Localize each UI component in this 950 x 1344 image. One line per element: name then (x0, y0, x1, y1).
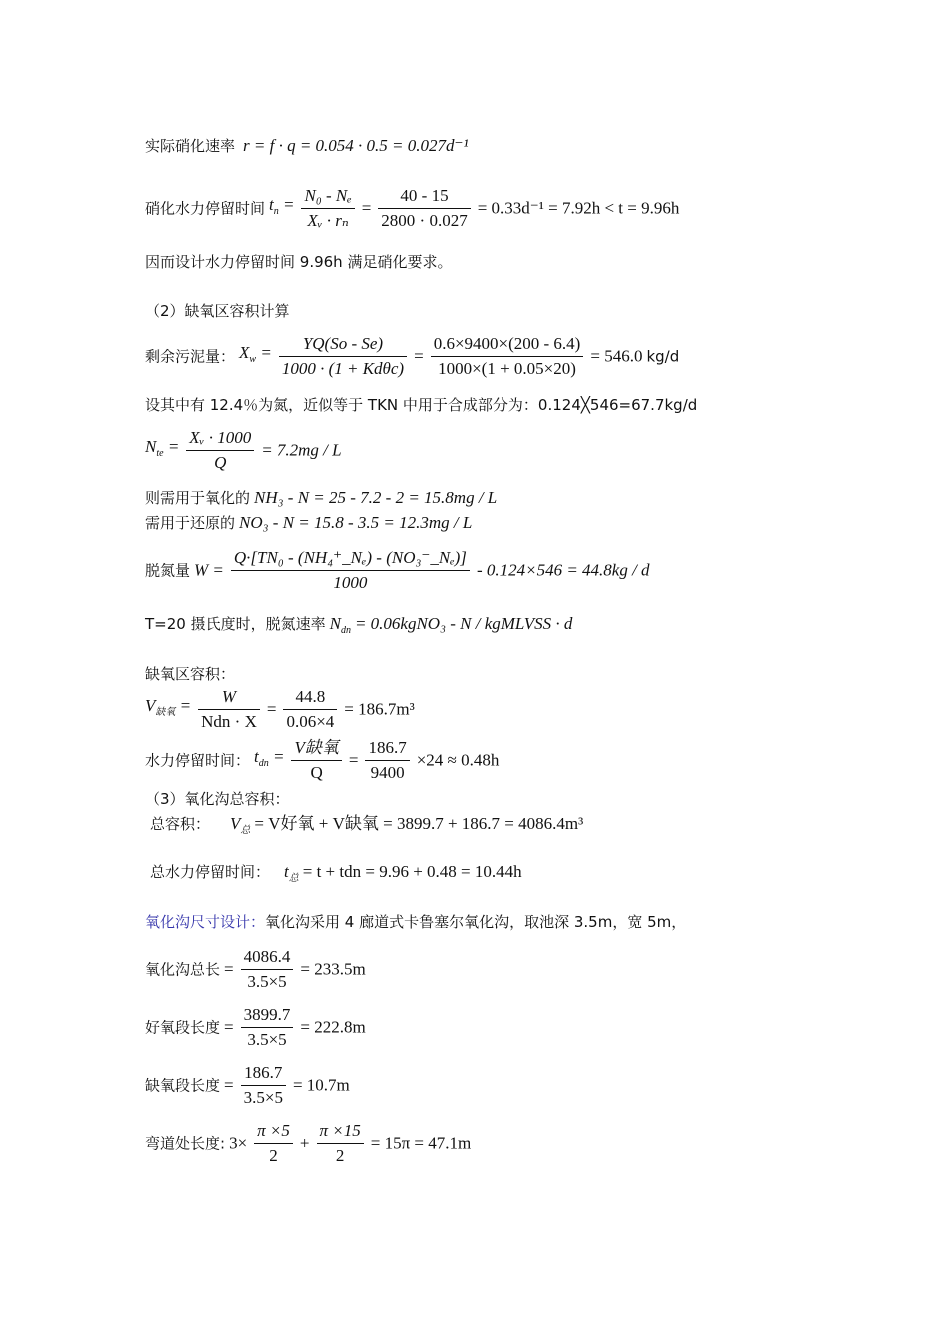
total-length-numerator: 4086.4 (241, 947, 294, 970)
total-hrt-label: 总水力停留时间： (150, 863, 271, 881)
anoxic-fraction-values (283, 687, 337, 732)
bend-length-label: 弯道处长度: (145, 1134, 226, 1153)
sludge-denominator-values: 1000×(1 + 0.05×20) (438, 359, 576, 378)
design-text: 氧化沟采用 4 廊道式卡鲁塞尔氧化沟，取池深 3.5m，宽 5m， (265, 913, 687, 931)
sludge-label: 剩余污泥量： (145, 347, 236, 366)
nitrification-hrt-fraction-values (378, 186, 470, 231)
nitrification-hrt-denominator-values: 2800 · 0.027 (381, 211, 468, 230)
anoxic-hrt-result: ×24 ≈ 0.48h (416, 750, 500, 770)
sludge-fraction (279, 334, 407, 379)
nitrification-hrt-line: 硝化水力停留时间 $t_n$ = $\frac{\text{N₀ - Nₑ}}{\text{Xᵥ · rₙ}}$ = $\frac{40 - 15}{2800 \cdot 0.027}$ = 0.33d⁻¹ = 7.92h < t = 9.96h (145, 186, 680, 230)
bend-denominator-2: 2 (335, 1146, 345, 1165)
sludge-unit: kg/d (646, 347, 680, 366)
total-length-denominator: 3.5×5 (247, 972, 287, 991)
bend-fraction-2 (317, 1121, 364, 1166)
bend-length-result: = 15π = 47.1m (370, 1133, 472, 1153)
total-length-line: 氧化沟总长 = $\frac{4086.4}{3.5\times 5}$ = 233.5m (145, 947, 366, 991)
total-volume-line (150, 814, 583, 841)
anoxic-hrt-fraction-values (365, 738, 409, 783)
aerobic-length-line: 好氧段长度 = $\frac{3899.7}{3.5\times 5}$ = 222.8m (145, 1005, 366, 1049)
total-volume-formula: = V好氧 + V缺氧 = 3899.7 + 186.7 = 4086.4m³ (254, 814, 584, 833)
design-label: 氧化沟尺寸设计： (145, 913, 266, 931)
aerobic-length-result: = 222.8m (300, 1017, 366, 1037)
oxidation-line (145, 488, 497, 509)
sludge-numerator: YQ(So - Se) (279, 334, 407, 357)
denitrification-result: - 0.124×546 = 44.8kg / d (476, 560, 650, 580)
nte-result: = 7.2mg / L (261, 440, 342, 460)
total-hrt-formula: = t + tdn = 9.96 + 0.48 = 10.44h (302, 862, 522, 881)
nitrification-rate-formula: r = f · q = 0.054 · 0.5 = 0.027d⁻¹ (243, 136, 469, 155)
nitrification-hrt-numerator-values: 40 - 15 (378, 186, 470, 209)
nitrification-hrt-fraction (301, 186, 354, 231)
anoxic-length-denominator: 3.5×5 (243, 1088, 283, 1107)
anoxic-hrt-denominator: Q (310, 763, 323, 782)
nte-denominator: Q (214, 453, 227, 472)
rate-line (145, 614, 572, 641)
anoxic-volume-label: 缺氧区容积： (145, 665, 236, 683)
bend-numerator-2: π ×15 (317, 1121, 364, 1144)
total-hrt-line (150, 862, 522, 889)
nte-symbol: $N_{te}$ = (145, 437, 180, 459)
nitrification-hrt-denominator: Xᵥ · rₙ (307, 211, 349, 230)
aerobic-length-numerator: 3899.7 (241, 1005, 294, 1028)
bend-denominator-1: 2 (269, 1146, 278, 1165)
conclusion-text: 因而设计水力停留时间 9.96h 满足硝化要求。 (145, 253, 453, 271)
nte-line (145, 428, 342, 473)
design-line (145, 912, 686, 932)
sludge-numerator-values: 0.6×9400×(200 - 6.4) (431, 334, 584, 357)
sludge-result: = 546.0 (590, 346, 643, 366)
nitrification-rate-line (145, 136, 469, 157)
anoxic-hrt-label: 水力停留时间： (145, 751, 251, 770)
sludge-denominator: 1000 · (1 + Kdθc) (281, 359, 405, 378)
anoxic-length-result: = 10.7m (292, 1075, 350, 1095)
bend-fraction-1 (254, 1121, 293, 1166)
denitrification-symbol: W = (194, 560, 224, 580)
anoxic-hrt-line: 水力停留时间： $t_{dn}$ = $\frac{\text{V缺氧}}{Q}$ = $\frac{186.7}{9400}$ ×24 ≈ 0.48h (145, 738, 500, 782)
anoxic-denominator: Ndn · X (201, 712, 257, 731)
reduction-formula: NO₃ - N = 15.8 - 3.5 = 12.3mg / L (239, 513, 473, 532)
nte-fraction (186, 428, 254, 473)
denitrification-denominator: 1000 (333, 573, 368, 592)
anoxic-length-numerator: 186.7 (241, 1063, 286, 1086)
section3-title: （3）氧化沟总容积： (145, 790, 290, 808)
denitrification-line (145, 548, 650, 593)
anoxic-result: = 186.7m³ (344, 699, 415, 719)
sludge-fraction-values (431, 334, 584, 379)
nte-numerator: Xᵥ · 1000 (186, 428, 254, 451)
oxidation-label: 则需用于氧化的 (145, 489, 251, 507)
anoxic-hrt-denominator-values: 9400 (370, 763, 405, 782)
anoxic-hrt-numerator-values: 186.7 (365, 738, 409, 761)
anoxic-denominator-values: 0.06×4 (286, 712, 335, 731)
nitrification-hrt-label: 硝化水力停留时间 (145, 199, 266, 218)
rate-formula: = 0.06kgNO₃ - N / kgMLVSS · d (354, 614, 573, 633)
total-length-fraction (241, 947, 294, 992)
section2-title: （2）缺氧区容积计算 (145, 302, 290, 320)
anoxic-numerator: W (198, 687, 260, 710)
oxidation-formula: NH₃ - N = 25 - 7.2 - 2 = 15.8mg / L (254, 488, 498, 507)
total-volume-symbol: $V_总$ (230, 814, 251, 836)
nitrification-hrt-numerator: N₀ - Nₑ (301, 186, 354, 209)
nitrification-hrt-result: = 0.33d⁻¹ = 7.92h < t = 9.96h (477, 198, 680, 218)
aerobic-length-denominator: 3.5×5 (247, 1030, 287, 1049)
anoxic-numerator-values: 44.8 (283, 687, 337, 710)
denitrification-numerator: Q·[TN₀ - (NH₄⁺_Nₑ) - (NO₃⁻_Nₑ)] (231, 548, 470, 571)
bend-numerator-1: π ×5 (254, 1121, 293, 1144)
bend-length-line: 弯道处长度: 3× $\frac{\pi \times 5}{2}$ + $\frac{\pi \times 15}{2}$ = 15π = 47.1m (145, 1121, 472, 1165)
reduction-line (145, 513, 472, 534)
anoxic-length-line: 缺氧段长度 = $\frac{186.7}{3.5\times 5}$ = 10.7m (145, 1063, 350, 1107)
sludge-line: 剩余污泥量： $X_w$ = $\frac{YQ(So - Se)}{\text{1000 · (1 + Kdθc)}}$ = $\frac{0.6\times 9400\times(200 - 6.4)}{1000\times(1 + 0.05\times 20)}$ = 546.0 kg/d (145, 334, 680, 378)
total-length-result: = 233.5m (300, 959, 366, 979)
total-length-label: 氧化沟总长 (145, 960, 221, 979)
sludge-symbol: $X_w$ = (239, 343, 272, 365)
anoxic-length-label: 缺氧段长度 (145, 1076, 221, 1095)
denitrification-label: 脱氮量 (145, 561, 191, 580)
aerobic-length-label: 好氧段长度 (145, 1018, 221, 1037)
anoxic-fraction (198, 687, 260, 732)
denitrification-fraction (231, 548, 470, 593)
anoxic-volume-symbol: $V_{缺氧}$ = (145, 696, 192, 718)
nitrogen-note: 设其中有 12.4％为氮，近似等于 TKN 中用于合成部分为：0.124╳546=67.7kg/d (145, 396, 698, 414)
anoxic-length-fraction (241, 1063, 286, 1108)
anoxic-volume-line: $V_{缺氧}$ = $\frac{W}{\text{Ndn · X}}$ = $\frac{44.8}{0.06\times 4}$ = 186.7m³ (145, 687, 415, 731)
nitrification-rate-label: 实际硝化速率 (145, 137, 236, 155)
total-volume-label: 总容积： (150, 815, 211, 833)
anoxic-hrt-symbol: $t_{dn}$ = (254, 747, 285, 769)
total-hrt-symbol: $t_总$ (284, 862, 299, 884)
reduction-label: 需用于还原的 (145, 514, 236, 532)
nitrification-hrt-symbol: $t_n$ = (269, 195, 295, 217)
aerobic-length-fraction (241, 1005, 294, 1050)
anoxic-hrt-numerator: V缺氧 (291, 738, 341, 761)
rate-symbol: $N_{dn}$ (329, 614, 351, 636)
rate-label: T=20 摄氏度时，脱氮速率 (145, 615, 326, 633)
anoxic-hrt-fraction (291, 738, 341, 783)
